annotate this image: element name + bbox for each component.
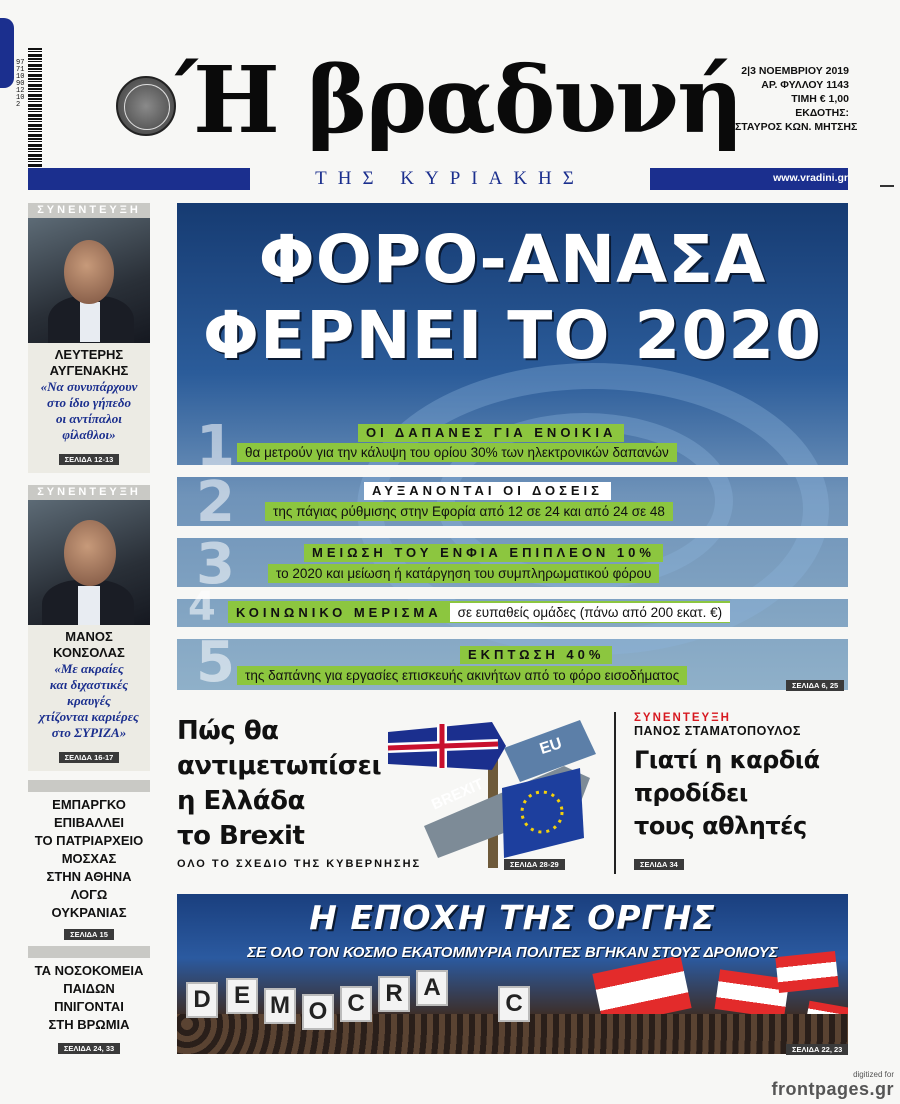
masthead-tagline: ΤΗΣ ΚΥΡΙΑΚΗΣ [250, 168, 650, 190]
band-separator [177, 627, 848, 639]
brexit-sign-text: BREXIT [428, 775, 487, 814]
brexit-kicker: ΟΛΟ ΤΟ ΣΧΕΔΙΟ ΤΗΣ ΚΥΒΕΡΝΗΣΗΣ [177, 858, 422, 870]
item-5-title: ΕΚΠΤΩΣΗ 40% [460, 646, 612, 664]
person-name: ΠΑΝΟΣ ΣΤΑΜΑΤΟΠΟΥΛΟΣ [634, 724, 801, 738]
story-headline-line: αντιμετωπίσει [177, 751, 382, 781]
page-reference: ΣΕΛΙΔΑ 12-13 [59, 454, 120, 465]
interview-label: ΣΥΝΕΝΤΕΥΞΗ [28, 203, 150, 218]
brexit-signpost-illustration [384, 708, 600, 868]
band-separator [177, 465, 848, 477]
quote-line: κραυγές [67, 693, 111, 708]
page-reference: ΣΕΛΙΔΑ 34 [634, 859, 684, 870]
item-number: 3 [196, 532, 235, 597]
quote-line: χτίζονται καριέρες [39, 709, 139, 724]
story-headline-line: ΤΟ ΠΑΤΡΙΑΡΧΕΙΟ [34, 833, 144, 848]
quote-line: φίλαθλοι» [62, 427, 116, 442]
story-headline-line: ΣΤΗΝ ΑΘΗΝΑ [46, 869, 132, 884]
page-reference: ΣΕΛΙΔΑ 15 [64, 929, 114, 940]
story-headline-line: Γιατί η καρδιά [634, 746, 820, 774]
item-1-title: ΟΙ ΔΑΠΑΝΕΣ ΓΙΑ ΕΝΟΙΚΙΑ [358, 424, 624, 442]
item-1-text: θα μετρούν για την κάλυψη του ορίου 30% των ηλεκτρονικών δαπανών [237, 443, 677, 462]
story-headline-line: ΣΤΗ ΒΡΩΜΙΑ [48, 1017, 130, 1032]
seal-emblem-icon [116, 76, 176, 136]
story-headline-line: τους αθλητές [634, 812, 807, 840]
story-headline-line: ΟΥΚΡΑΝΙΑΣ [51, 905, 127, 920]
sidebar-interview-2[interactable] [28, 485, 150, 771]
interview-label: ΣΥΝΕΝΤΕΥΞΗ [634, 712, 731, 724]
story-headline-line: ΠΑΙΔΩΝ [63, 981, 115, 996]
column-rule [614, 712, 616, 874]
eu-sign-text: EU [537, 735, 565, 759]
issue-number: ΑΡ. ΦΥΛΛΟΥ 1143 [761, 79, 849, 91]
band-separator [177, 526, 848, 538]
barcode [28, 48, 42, 168]
headline-line-1: ΦΟΡΟ-ΑΝΑΣΑ [258, 221, 767, 298]
item-4-text: σε ευπαθείς ομάδες (πάνω από 200 εκατ. €) [450, 603, 730, 622]
person-surname: ΑΥΓΕΝΑΚΗΣ [49, 363, 129, 378]
story-headline-line: ΠΝΙΓΟΝΤΑΙ [54, 999, 124, 1014]
credit-line-2: frontpages.gr [771, 1079, 894, 1099]
item-3-text: το 2020 και μείωση ή κατάργηση του συμπληρωματικού φόρου [268, 564, 659, 583]
quote-line: στο ίδιο γήπεδο [46, 395, 132, 410]
cover-headline[interactable] [177, 222, 848, 374]
sidebar-interview-1[interactable] [28, 203, 150, 473]
sidebar-story-2[interactable] [28, 946, 150, 1056]
protest-sign: O [302, 994, 334, 1030]
protest-sign: M [264, 988, 296, 1024]
protest-sign: A [416, 970, 448, 1006]
protest-sign: C [340, 986, 372, 1022]
protest-sign: E [226, 978, 258, 1014]
story-headline-line: ΛΟΓΩ [70, 887, 108, 902]
item-number: 2 [196, 470, 235, 535]
item-4-band [228, 601, 730, 623]
quote-line: και διχαστικές [49, 677, 129, 692]
item-number: 1 [196, 414, 235, 479]
item-2-title: ΑΥΞΑΝΟΝΤΑΙ ΟΙ ΔΟΣΕΙΣ [364, 482, 611, 500]
publisher-label: ΕΚΔΟΤΗΣ: [795, 107, 849, 119]
protest-sign: R [378, 976, 410, 1012]
issue-date: 2|3 ΝΟΕΜΒΡΙΟΥ 2019 [741, 65, 849, 77]
person-surname: ΚΟΝΣΟΛΑΣ [53, 645, 125, 660]
story-headline-line: Πώς θα [177, 716, 279, 746]
issue-price: ΤΙΜΗ € 1,00 [791, 93, 849, 105]
story-headline-line: ΕΜΠΑΡΓΚΟ [52, 797, 126, 812]
quote-line: οι αντίπαλοι [56, 411, 122, 426]
portrait-photo [28, 218, 150, 343]
issue-meta [735, 64, 858, 134]
protest-subheadline: ΣΕ ΟΛΟ ΤΟΝ ΚΟΣΜΟ ΕΚΑΤΟΜΜΥΡΙΑ ΠΟΛΙΤΕΣ ΒΓΗΚΑΝ ΣΤΟΥΣ ΔΡΟΜΟΥΣ [247, 944, 778, 961]
page-reference: ΣΕΛΙΔΑ 16-17 [59, 752, 120, 763]
item-5-text: της δαπάνης για εργασίες επισκευής ακινήτων από το φόρο εισοδήματος [237, 666, 687, 685]
newspaper-logo[interactable]: Ή βραδυνή [176, 46, 742, 154]
page-reference: ΣΕΛΙΔΑ 6, 25 [786, 680, 844, 691]
person-name: ΜΑΝΟΣ [65, 629, 113, 644]
protest-sign: C [498, 986, 530, 1022]
publisher-name: ΣΤΑΥΡΟΣ ΚΩΝ. ΜΗΤΣΗΣ [735, 121, 858, 133]
protest-headline: Η ΕΠΟΧΗ ΤΗΣ ΟΡΓΗΣ [309, 898, 716, 937]
item-number: 5 [196, 630, 235, 695]
digitized-credit[interactable] [771, 1070, 894, 1100]
quote-line: στο ΣΥΡΙΖΑ» [51, 725, 127, 740]
credit-line-1: digitized for [853, 1070, 894, 1079]
quote-line: «Να συνυπάρχουν [40, 379, 138, 394]
interview-label: ΣΥΝΕΝΤΕΥΞΗ [28, 485, 150, 500]
website-link[interactable]: www.vradini.gr [773, 172, 848, 184]
edge-tab [0, 18, 14, 88]
page-reference: ΣΕΛΙΔΑ 22, 23 [786, 1044, 848, 1055]
headline-line-2: ΦΕΡΝΕΙ ΤΟ 2020 [202, 297, 823, 374]
item-3-title: ΜΕΙΩΣΗ ΤΟΥ ΕΝΦΙΑ ΕΠΙΠΛΕΟΝ 10% [304, 544, 663, 562]
sidebar-story-1[interactable] [28, 780, 150, 942]
item-4-title: ΚΟΙΝΩΝΙΚΟ ΜΕΡΙΣΜΑ [236, 604, 442, 620]
person-name: ΛΕΥΤΕΡΗΣ [54, 347, 124, 362]
portrait-photo [28, 500, 150, 625]
interview-story-3[interactable] [634, 712, 848, 843]
page-reference: ΣΕΛΙΔΑ 28-29 [504, 859, 565, 870]
quote-line: «Με ακραίες [54, 661, 124, 676]
item-2-text: της πάγιας ρύθμισης στην Εφορία από 12 σε 24 και από 24 σε 48 [265, 502, 673, 521]
brexit-story[interactable] [177, 714, 417, 854]
protest-sign: D [186, 982, 218, 1018]
section-divider [28, 946, 150, 958]
band-separator [177, 587, 848, 599]
story-headline-line: το Brexit [177, 821, 305, 851]
story-headline-line: ΤΑ ΝΟΣΟΚΟΜΕΙΑ [34, 963, 144, 978]
story-headline-line: ΕΠΙΒΑΛΛΕΙ [53, 815, 125, 830]
story-headline-line: ΜΟΣΧΑΣ [61, 851, 117, 866]
barcode-digits: 9771109012102 [16, 59, 25, 109]
section-divider [28, 780, 150, 792]
story-headline-line: προδίδει [634, 779, 748, 807]
page-reference: ΣΕΛΙΔΑ 24, 33 [58, 1043, 120, 1054]
story-headline-line: η Ελλάδα [177, 786, 305, 816]
item-number: 4 [188, 584, 216, 630]
fold-mark [880, 185, 894, 187]
